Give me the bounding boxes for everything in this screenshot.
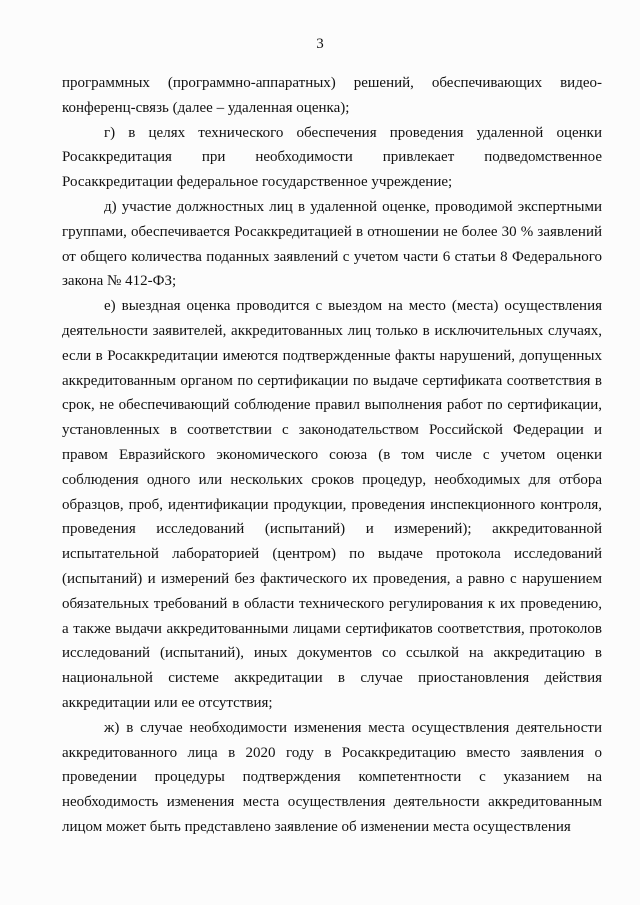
paragraph-g: г) в целях технического обеспечения проведения удаленной оценки Росаккредитация при необходимости привлекает подведомственное Росаккредитации федеральное государственное учреждение; — [62, 124, 602, 191]
paragraph-e: е) выездная оценка проводится с выездом на место (места) осуществления деятельности заявителей, аккредитованных лиц только в исключительных случаях, если в Росаккредитации имеются подтвержденные факты нарушений, допущенных аккредитованным органом по сертификации по выдаче сертификата соответствия в срок, не обеспечивающий соблюдение правил выполнения работ по сертификации, установленных в соответствии с законодательством Российской Федерации и правом Евразийского экономического союза (в том числе с учетом оценки соблюдения одного или нескольких сроков процедур, необходимых для отбора образцов, проб, идентификации продукции, проведения инспекционного контроля, проведения исследований (испытаний) и измерений); аккредитованной испытательной лабораторией (центром) по выдаче протокола исследований (испытаний) и измерений без фактического их проведения, а равно с нарушением обязательных требований в области технического регулирования к их проведению, а также выдачи аккредитованными лицами сертификатов соответствия, протоколов исследований (испытаний), иных документов со ссылкой на аккредитацию в национальной системе аккредитации в случае приостановления действия аккредитации или ее отсутствия; — [62, 298, 602, 711]
document-body — [62, 71, 602, 840]
page-number: 3 — [316, 36, 324, 52]
paragraph-zh: ж) в случае необходимости изменения места осуществления деятельности аккредитованного лица в 2020 году в Росаккредитацию вместо заявления о проведении процедуры подтверждения компетентности с указанием на необходимость изменения места осуществления деятельности аккредитованным лицом может быть представлено заявление об изменении места осуществления — [62, 719, 602, 835]
paragraph-d: д) участие должностных лиц в удаленной оценке, проводимой экспертными группами, обеспечивается Росаккредитацией в отношении не более 30 % заявлений от общего количества поданных заявлений с учетом части 6 статьи 8 Федерального закона № 412-ФЗ; — [62, 198, 602, 290]
paragraph-continuation: программных (программно-аппаратных) решений, обеспечивающих видео-конференц-связь (далее – удаленная оценка); — [62, 75, 602, 116]
